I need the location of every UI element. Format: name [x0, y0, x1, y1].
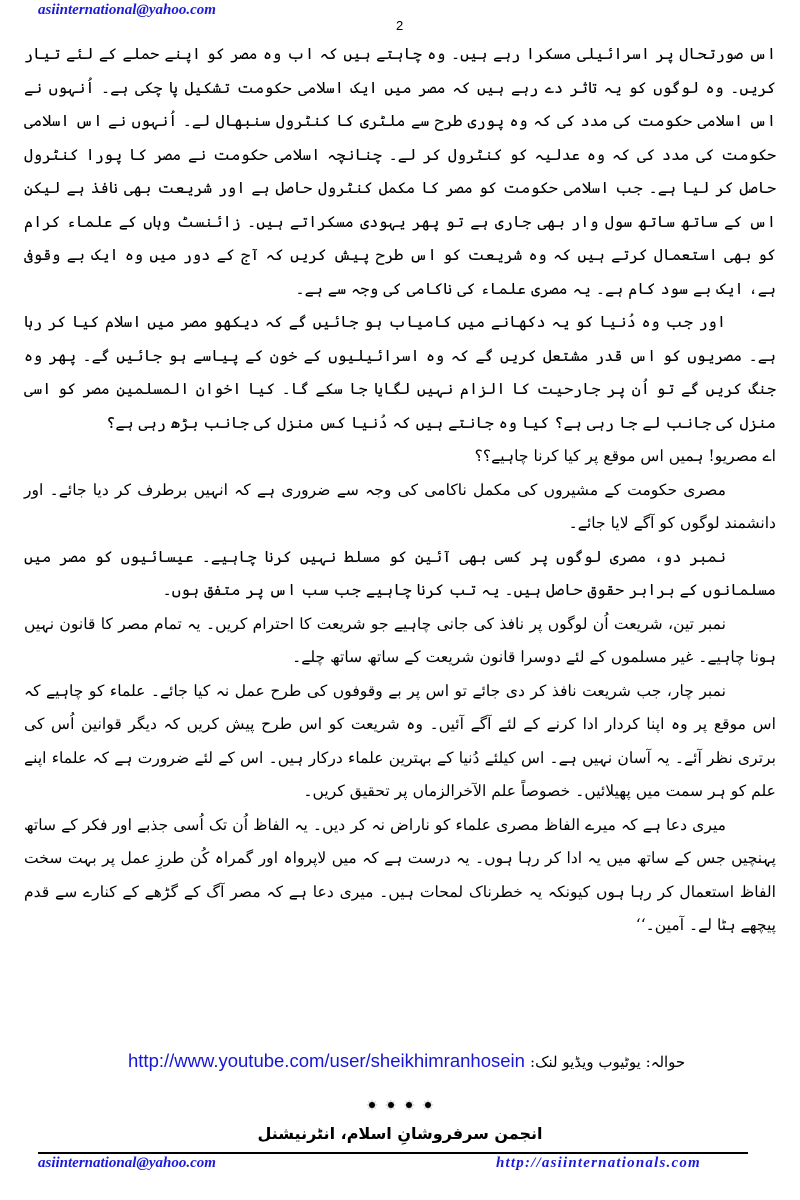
paragraph-2: اور جب وہ دُنیا کو یہ دکھانے میں کامیاب ہو جائیں گے کہ دیکھو مصر میں اسلام کیا کر رہا ہے۔ مصریوں کو اس قدر مشتعل کریں گے کہ وہ اسرائیلیوں کے خون کے پیاسے ہو جائیں گے۔ پھر وہ جنگ کریں گے تو اُن پر جارحیت کا الزام نہیں لگایا جا سکے گا۔ کیا اخوان المسلمین مصر کو اسی منزل کی جانب لے جا رہی ہے؟ کیا وہ جانتے ہیں کہ دُنیا کس منزل کی جانب بڑھ رہی ہے؟ — [24, 313, 776, 432]
star-dot-icon — [384, 1098, 398, 1112]
paragraph-point-3: نمبر تین، شریعت اُن لوگوں پر نافذ کی جانی چاہیے جو شریعت کا احترام کریں۔ یہ تمام مصر کا قانون نہیں ہونا چاہیے۔ غیر مسلموں کے لئے دوسرا قانون شریعت کے ساتھ ساتھ چلے۔ — [24, 614, 776, 666]
paragraph-point-4: نمبر چار، جب شریعت نافذ کر دی جائے تو اس پر بے وقوفوں کی طرح عمل نہ کیا جائے۔ علماء کو چاہیے کہ اس موقع پر وہ اپنا کردار ادا کرنے کے لئے آگے آئیں۔ وہ شریعت کو اس طرح پیش کریں کہ دیگر قوانین اُس کی برتری نظر آئے۔ یہ آسان نہیں ہے۔ اس کیلئے دُنیا کے بہترین علماء درکار ہیں۔ اس کے لئے ضرورت ہے کہ علماء اپنے علم کو ہر سمت میں پھیلائیں۔ خصوصاً علم الآخرالزماں پر تحقیق کریں۔ — [24, 681, 776, 800]
page-number: 2 — [396, 18, 404, 33]
article-body — [24, 38, 776, 943]
reference-label: حوالہ: یوٹیوب ویڈیو لنک: — [530, 1053, 686, 1071]
organization-name: انجمن سرفروشانِ اسلام، انٹرنیشنل — [257, 1124, 543, 1143]
paragraph-closing: میری دعا ہے کہ میرے الفاظ مصری علماء کو ناراض نہ کر دیں۔ یہ الفاظ اُن تک اُسی جذبے اور فکر کے ساتھ پہنچیں جس کے ساتھ میں یہ ادا کر رہا ہوں۔ یہ درست ہے کہ میں لاپرواہ اور گمراہ کُن طرزِ عمل پر بہت سخت الفاظ استعمال کر رہا ہوں کیونکہ یہ خطرناک لمحات ہیں۔ میری دعا ہے کہ مصر آگ کے گڑھے کے کنارے سے قدم پیچھے ہٹا لے۔ آمین۔‘‘ — [24, 815, 776, 934]
youtube-link[interactable]: http://www.youtube.com/user/sheikhimranhosein — [128, 1050, 525, 1071]
paragraph-point-2: نمبر دو، مصری لوگوں پر کسی بھی آئین کو مسلط نہیں کرنا چاہیے۔ عیسائیوں کو مصر میں مسلمانوں کے برابر حقوق حاصل ہیں۔ یہ تب کرنا چاہیے جب سب اس پر متفق ہوں۔ — [24, 547, 776, 599]
ornament-divider — [365, 1098, 435, 1112]
header-email-link[interactable]: asiinternational@yahoo.com — [38, 2, 216, 18]
paragraph-point-1: مصری حکومت کے مشیروں کی مکمل ناکامی کی وجہ سے ضروری ہے کہ انہیں برطرف کر دیا جائے۔ اور دانشمند لوگوں کو آگے لایا جائے۔ — [24, 480, 776, 532]
footer-email-link[interactable]: asiinternational@yahoo.com — [38, 1155, 216, 1171]
reference-line — [120, 1050, 780, 1072]
paragraph-1: اس صورتحال پر اسرائیلی مسکرا رہے ہیں۔ وہ چاہتے ہیں کہ اب وہ مصر کو اپنے حملے کے لئے تیار کریں۔ وہ لوگوں کو یہ تاثر دے رہے ہیں کہ مصر میں ایک اسلامی حکومت تشکیل پا چکی ہے۔ اُنہوں نے اس اسلامی حکومت کی مدد کی کہ وہ پوری طرح سے ملٹری کا کنٹرول سنبھال لے۔ اُنہوں نے اس اسلامی حکومت کی مدد کی کہ وہ عدلیہ کو کنٹرول کر لے۔ چنانچہ اسلامی حکومت نے مصر کا پورا کنٹرول حاصل کر لیا ہے۔ جب اسلامی حکومت کو مصر کا مکمل کنٹرول حاصل ہے اور شریعت بھی نافذ ہے لیکن اس کے ساتھ ساتھ سول وار بھی جاری ہے تو پھر یہودی مسکراتے ہیں۔ زائنسٹ وہاں کے علماء کرام کو بھی استعمال کرتے ہیں کہ وہ شریعت کو اس طرح پیش کریں کہ آج کے دور میں وہ ایک بے وقوفی ہے، ایک بے سود کام ہے۔ یہ مصری علماء کی ناکامی کی وجہ سے ہے۔ — [24, 45, 776, 298]
star-dot-icon — [402, 1098, 416, 1112]
footer-website-link[interactable]: http://asiinternationals.com — [496, 1155, 701, 1171]
footer-divider — [38, 1152, 748, 1154]
star-dot-icon — [365, 1098, 379, 1112]
star-dot-icon — [421, 1098, 435, 1112]
paragraph-question: اے مصریو! ہمیں اس موقع پر کیا کرنا چاہیے؟؟ — [474, 447, 776, 465]
